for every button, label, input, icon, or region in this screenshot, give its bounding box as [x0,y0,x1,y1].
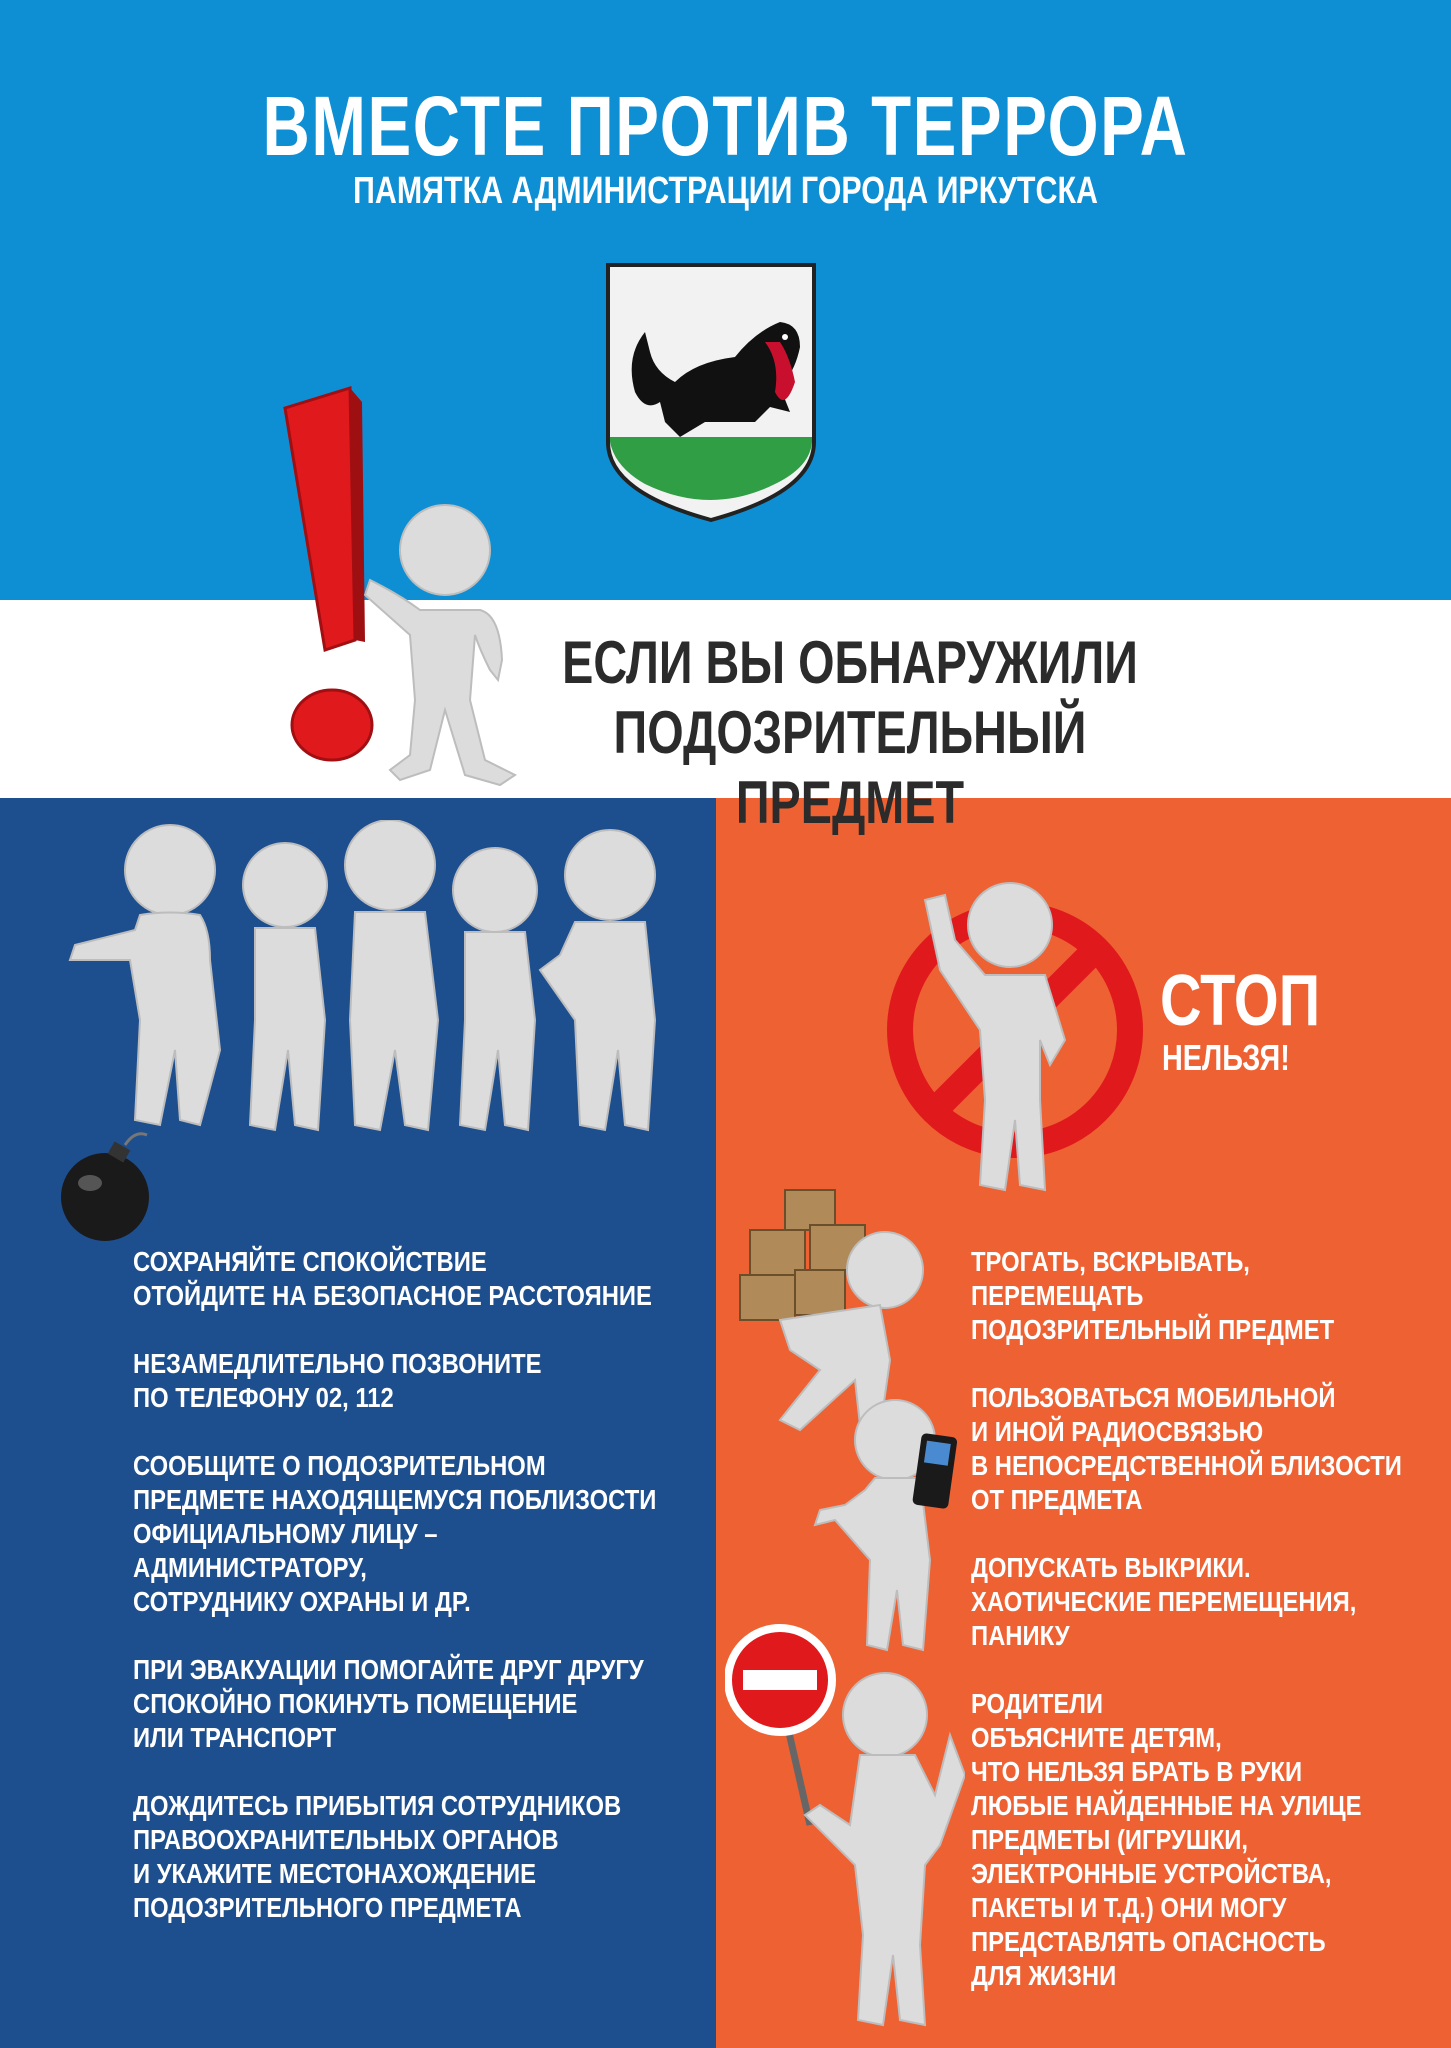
prohibition-sign-icon [880,880,1150,1200]
dont-item: РОДИТЕЛИ ОБЪЯСНИТЕ ДЕТЯМ, ЧТО НЕЛЬЗЯ БРАТЬ В РУКИ ЛЮБЫЕ НАЙДЕННЫЕ НА УЛИЦЕ ПРЕДМЕТЫ (ИГРУШКИ, ЭЛЕКТРОННЫЕ УСТРОЙСТВА, ПАКЕТЫ И Т.Д.) ОНИ МОГУ ПРЕДСТАВЛЯТЬ ОПАСНОСТЬ ДЛЯ ЖИЗНИ [971,1688,1362,1991]
stop-subtitle: НЕЛЬЗЯ! [1162,1037,1290,1078]
do-item: СООБЩИТЕ О ПОДОЗРИТЕЛЬНОМ ПРЕДМЕТЕ НАХОДЯЩЕМУСЯ ПОБЛИЗОСТИ ОФИЦИАЛЬНОМУ ЛИЦУ – АДМИНИСТРАТОРУ, СОТРУДНИКУ ОХРАНЫ И ДР. [133,1450,657,1617]
do-item: НЕЗАМЕДЛИТЕЛЬНО ПОЗВОНИТЕ ПО ТЕЛЕФОНУ 02, 112 [133,1348,542,1413]
exclamation-icon [270,380,570,800]
question-line-2: ПОДОЗРИТЕЛЬНЫЙ ПРЕДМЕТ [613,699,1087,836]
page-title: ВМЕСТЕ ПРОТИВ ТЕРРОРА [262,79,1189,173]
page-subtitle: ПАМЯТКА АДМИНИСТРАЦИИ ГОРОДА ИРКУТСКА [353,170,1098,212]
dont-list [971,1245,1451,2027]
dont-item: ПОЛЬЗОВАТЬСЯ МОБИЛЬНОЙ И ИНОЙ РАДИОСВЯЗЬЮ В НЕПОСРЕДСТВЕННОЙ БЛИЗОСТИ ОТ ПРЕДМЕТА [971,1382,1402,1515]
do-item: ПРИ ЭВАКУАЦИИ ПОМОГАЙТЕ ДРУГ ДРУГУ СПОКОЙНО ПОКИНУТЬ ПОМЕЩЕНИЕ ИЛИ ТРАНСПОРТ [133,1654,644,1753]
stop-title: СТОП [1160,961,1321,1041]
bomb-icon [55,1125,165,1245]
question-line-1: ЕСЛИ ВЫ ОБНАРУЖИЛИ [562,629,1138,696]
crowd-illustration [60,820,680,1140]
no-entry-sign-icon [725,1615,965,2035]
do-list [133,1245,773,1959]
coat-of-arms-icon [605,262,817,524]
dont-item: ДОПУСКАТЬ ВЫКРИКИ. ХАОТИЧЕСКИЕ ПЕРЕМЕЩЕНИЯ, ПАНИКУ [971,1552,1357,1651]
do-item: СОХРАНЯЙТЕ СПОКОЙСТВИЕ ОТОЙДИТЕ НА БЕЗОПАСНОЕ РАССТОЯНИЕ [133,1246,652,1311]
question-heading [554,628,1147,838]
do-item: ДОЖДИТЕСЬ ПРИБЫТИЯ СОТРУДНИКОВ ПРАВООХРАНИТЕЛЬНЫХ ОРГАНОВ И УКАЖИТЕ МЕСТОНАХОЖДЕНИЕ ПОДОЗРИТЕЛЬНОГО ПРЕДМЕТА [133,1790,622,1923]
dont-item: ТРОГАТЬ, ВСКРЫВАТЬ, ПЕРЕМЕЩАТЬ ПОДОЗРИТЕЛЬНЫЙ ПРЕДМЕТ [971,1246,1335,1345]
